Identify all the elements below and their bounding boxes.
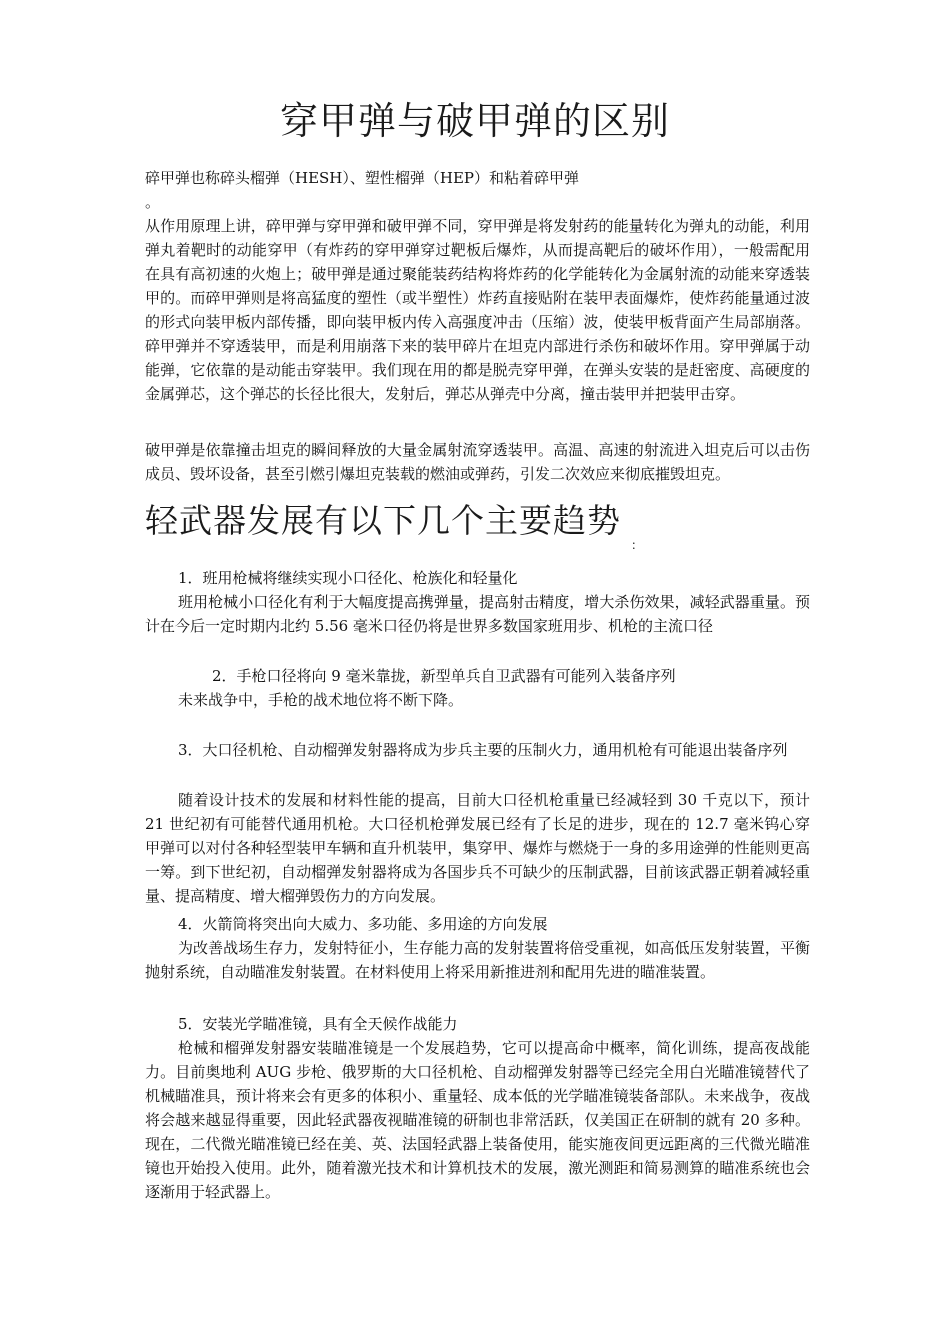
item-1-body: 班用枪械小口径化有利于大幅度提高携弹量，提高射击精度，增大杀伤效果，减轻武器重量。预计在今后一定时期内北约 5.56 毫米口径仍将是世界多数国家班用步、机枪的主流口径 [145, 593, 810, 635]
item-5-body: 枪械和榴弹发射器安装瞄准镜是一个发展趋势，它可以提高命中概率，简化训练，提高夜战能力。目前奥地利 AUG 步枪、俄罗斯的大口径机枪、自动榴弹发射器等已经完全用白光瞄准镜替代了机械瞄准具，预计将来会有更多的体积小、重量轻、成本低的光学瞄准镜装备部队。未来战争，夜战将会越来越显得重要，因此轻武器夜视瞄准镜的研制也非常活跃，仅美国正在研制的就有 20 多种。现在，二代微光瞄准镜已经在美、英、法国轻武器上装备使用，能实施夜间更远距离的三代微光瞄准镜也开始投入使用。此外，随着激光技术和计算机技术的发展，激光测距和简易测算的瞄准系统也会逐渐用于轻武器上。 [145, 1039, 810, 1201]
paragraph-heat: 破甲弹是依靠撞击坦克的瞬间释放的大量金属射流穿透装甲。高温、高速的射流进入坦克后可以击伤成员、毁坏设备，甚至引燃引爆坦克装载的燃油或弹药，引发二次效应来彻底摧毁坦克。 [145, 441, 810, 483]
item-1-title: 1．班用枪械将继续实现小口径化、枪族化和轻量化 [178, 569, 518, 587]
section-heading: 轻武器发展有以下几个主要趋势 [145, 501, 621, 540]
item-4-title: 4．火箭筒将突出向大威力、多功能、多用途的方向发展 [178, 915, 548, 933]
item-2-title: 2．手枪口径将向 9 毫米靠拢，新型单兵自卫武器有可能列入装备序列 [212, 667, 676, 685]
section-heading-colon: ： [631, 538, 644, 552]
item-4-body: 为改善战场生存力，发射特征小，生存能力高的发射装置将倍受重视，如高低压发射装置，平衡抛射系统，自动瞄准发射装置。在材料使用上将采用新推进剂和配用先进的瞄准装置。 [145, 939, 810, 981]
paragraph-principle: 从作用原理上讲，碎甲弹与穿甲弹和破甲弹不同，穿甲弹是将发射药的能量转化为弹丸的动能，利用弹丸着靶时的动能穿甲（有炸药的穿甲弹穿过靶板后爆炸，从而提高靶后的破坏作用），一般需配用在具有高初速的火炮上；破甲弹是通过聚能装药结构将炸药的化学能转化为金属射流的动能来穿透装甲的。而碎甲弹则是将高猛度的塑性（或半塑性）炸药直接贴附在装甲表面爆炸，使炸药能量通过波的形式向装甲板内部传播，即向装甲板内传入高强度冲击（压缩）波，使装甲板背面产生局部崩落。碎甲弹并不穿透装甲，而是利用崩落下来的装甲碎片在坦克内部进行杀伤和破坏作用。穿甲弹属于动能弹，它依靠的是动能击穿装甲。我们现在用的都是脱壳穿甲弹，在弹头安装的是赶密度、高硬度的金属弹芯，这个弹芯的长径比很大，发射后，弹芯从弹壳中分离，撞击装甲并把装甲击穿。 [145, 217, 810, 403]
intro-dot: 。 [145, 193, 161, 211]
item-2-body: 未来战争中，手枪的战术地位将不断下降。 [178, 691, 464, 709]
item-5-title: 5．安装光学瞄准镜，具有全天候作战能力 [178, 1015, 458, 1033]
page-title: 穿甲弹与破甲弹的区别 [279, 99, 670, 143]
item-3-body: 随着设计技术的发展和材料性能的提高，目前大口径机枪重量已经减轻到 30 千克以下，预计 21 世纪初有可能替代通用机枪。大口径机枪弹发展已经有了长足的进步，现在的 12.7 毫米钨心穿甲弹可以对付各种轻型装甲车辆和直升机装甲，集穿甲、爆炸与燃烧于一身的多用途弹的性能则更高一筹。到下世纪初，自动榴弹发射器将成为各国步兵不可缺少的压制武器，目前该武器正朝着减轻重量、提高精度、增大榴弹毁伤力的方向发展。 [145, 791, 810, 905]
intro-line: 碎甲弹也称碎头榴弹（HESH）、塑性榴弹（HEP）和粘着碎甲弹 [145, 169, 580, 187]
item-3-title: 3．大口径机枪、自动榴弹发射器将成为步兵主要的压制火力，通用机枪有可能退出装备序列 [178, 741, 788, 759]
